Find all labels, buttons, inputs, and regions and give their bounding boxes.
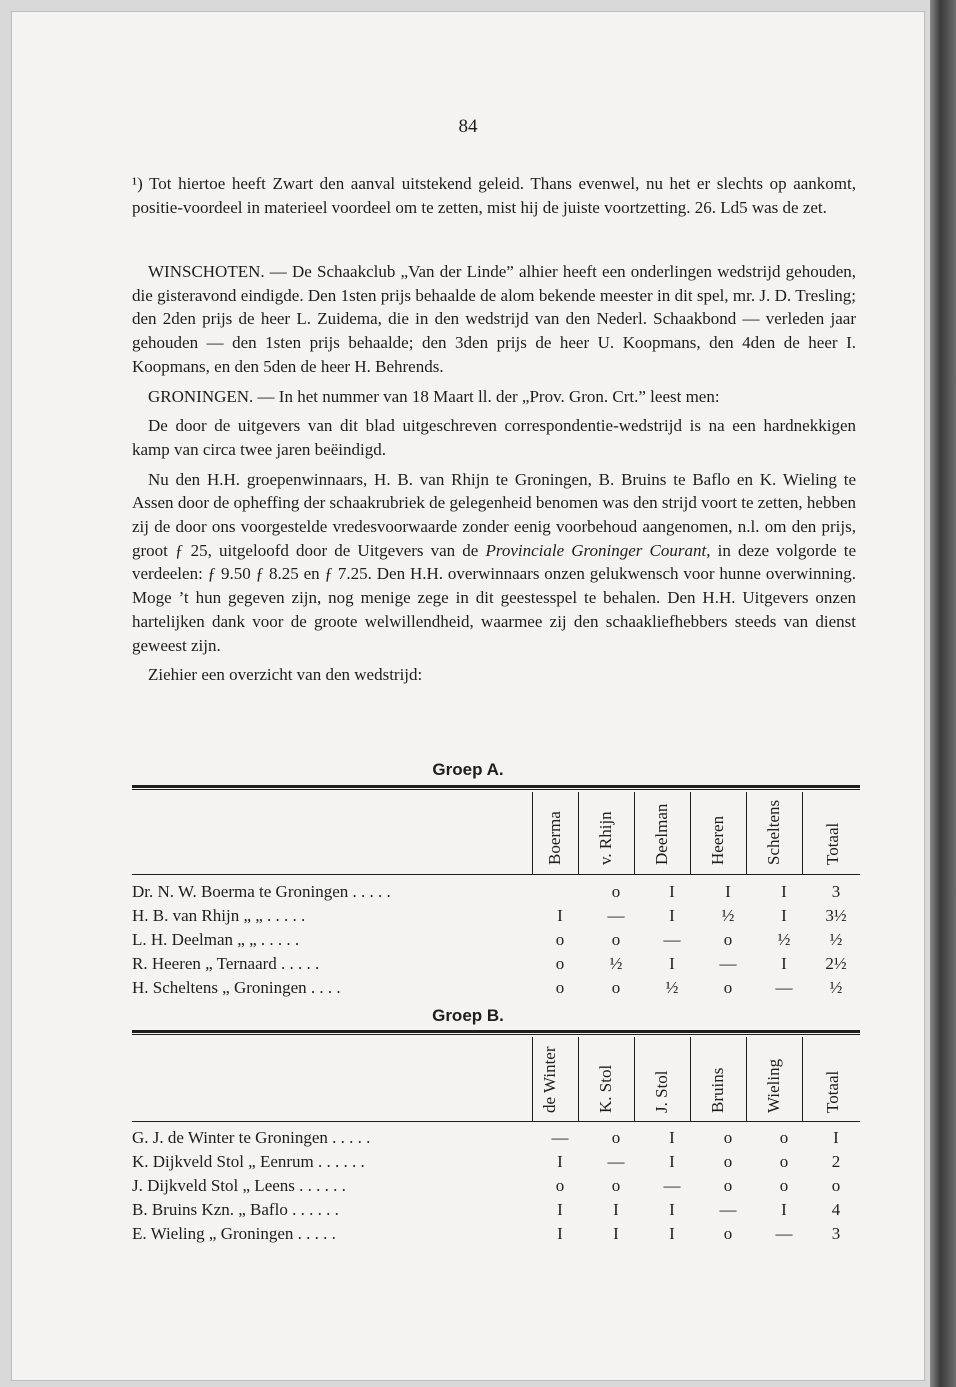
score-cell: — [551, 1128, 569, 1147]
score-cell: o [611, 1176, 621, 1195]
group-a-divider [746, 792, 747, 874]
column-header-deelman: Deelman [652, 803, 671, 865]
table-row [132, 976, 860, 1000]
score-cell: I [669, 1128, 675, 1147]
table-row [132, 904, 860, 928]
footnote [132, 172, 856, 219]
score-cell: — [775, 1224, 793, 1243]
score-cell: — [663, 1176, 681, 1195]
score-cell: o [779, 1152, 789, 1171]
score-cell: o [723, 930, 733, 949]
score-cell: o [611, 1128, 621, 1147]
group-a-top-rule [132, 785, 860, 788]
group-b-divider [532, 1037, 533, 1121]
player-name: K. Dijkveld Stol „ Eenrum . . . . . . [132, 1152, 365, 1171]
table-row [132, 1198, 860, 1222]
paragraph-overview-intro: Ziehier een overzicht van den wedstrijd: [148, 665, 423, 685]
score-cell: I [669, 882, 675, 901]
total-cell: 2½ [825, 954, 847, 973]
score-cell: — [775, 978, 793, 997]
score-cell: — [663, 930, 681, 949]
group-a-title: Groep A. [432, 760, 504, 779]
score-cell: I [557, 1224, 563, 1243]
total-cell: I [833, 1128, 839, 1147]
score-cell: — [719, 1200, 737, 1219]
total-cell: 3½ [825, 906, 847, 925]
score-cell: o [555, 954, 565, 973]
score-cell [532, 880, 588, 904]
score-cell: o [611, 978, 621, 997]
score-cell: o [723, 1176, 733, 1195]
group-b-header-rule [132, 1121, 860, 1122]
column-header-wieling: Wieling [764, 1058, 783, 1113]
group-b-divider [578, 1037, 579, 1121]
player-name: H. B. van Rhijn „ „ . . . . . [132, 906, 306, 925]
group-a-divider [802, 792, 803, 874]
article-body [132, 260, 856, 687]
score-cell: o [723, 1128, 733, 1147]
score-cell: I [781, 882, 787, 901]
player-name: B. Bruins Kzn. „ Baflo . . . . . . [132, 1200, 339, 1219]
column-header-totaal: Totaal [823, 822, 842, 865]
score-cell: o [611, 882, 621, 901]
book-spine [930, 0, 956, 1387]
paragraph-groningen: GRONINGEN. — In het nummer van 18 Maart ll. der „Prov. Gron. Crt.” leest men: [148, 386, 720, 406]
score-cell: ½ [665, 978, 679, 997]
group-a-divider [532, 792, 533, 874]
column-header-de-winter: de Winter [540, 1046, 559, 1113]
score-cell: I [613, 1200, 619, 1219]
score-cell: — [607, 906, 625, 925]
score-cell: ½ [777, 930, 791, 949]
total-cell: 2 [831, 1152, 841, 1171]
score-cell: o [611, 930, 621, 949]
player-name: J. Dijkveld Stol „ Leens . . . . . . [132, 1176, 346, 1195]
group-b-divider [746, 1037, 747, 1121]
group-a-divider [578, 792, 579, 874]
score-cell: I [669, 954, 675, 973]
page-number: 84 [458, 116, 478, 137]
score-cell: — [719, 954, 737, 973]
table-row [132, 1222, 860, 1246]
score-cell: I [725, 882, 731, 901]
table-row [132, 1150, 860, 1174]
score-cell: I [669, 1200, 675, 1219]
player-name: L. H. Deelman „ „ . . . . . [132, 930, 300, 949]
table-row [132, 952, 860, 976]
column-header-totaal: Totaal [823, 1070, 842, 1113]
total-cell: o [831, 1176, 841, 1195]
group-b-top-rule [132, 1030, 860, 1033]
player-name: G. J. de Winter te Groningen . . . . . [132, 1128, 371, 1147]
score-cell: ½ [721, 906, 735, 925]
player-name: R. Heeren „ Ternaard . . . . . [132, 954, 320, 973]
table-row [132, 1126, 860, 1150]
score-cell: I [781, 954, 787, 973]
score-cell: o [555, 930, 565, 949]
paragraph-winschoten: WINSCHOTEN. — De Schaakclub „Van der Linde” alhier heeft een onderlingen wedstrijd gehouden, die gisteravond eindigde. Den 1sten prijs behaalde de alom bekende meester in dit spel, mr. J. D. Tresling; den 2den prijs de heer L. Zuidema, die in den wedstrijd van den Nederl. Schaakbond — verleden jaar gehouden — den 1sten prijs behaalde; den 3den prijs de heer U. Koopmans, den 4den de heer I. Koopmans, en den 5den de heer H. Behrends. [132, 262, 856, 376]
score-cell: o [555, 978, 565, 997]
player-name: Dr. N. W. Boerma te Groningen . . . . . [132, 882, 391, 901]
footnote-paragraph [132, 172, 856, 219]
table-row [132, 880, 860, 904]
score-cell: — [607, 1152, 625, 1171]
score-cell: I [669, 1152, 675, 1171]
score-cell: o [779, 1176, 789, 1195]
score-cell: o [723, 978, 733, 997]
group-b-divider [690, 1037, 691, 1121]
total-cell: ½ [829, 978, 843, 997]
group-b-table [132, 1126, 860, 1246]
column-header-scheltens: Scheltens [764, 799, 783, 865]
group-b-title: Groep B. [432, 1006, 504, 1025]
group-a-header-rule [132, 874, 860, 875]
total-cell: ½ [829, 930, 843, 949]
paragraph-correspondence: De door de uitgevers van dit blad uitgeschreven correspondentie-wedstrijd is na een hardnekkigen kamp van circa twee jaren beëindigd. [132, 416, 856, 459]
group-a-divider [690, 792, 691, 874]
group-a-divider [634, 792, 635, 874]
total-cell: 4 [831, 1200, 841, 1219]
player-name: E. Wieling „ Groningen . . . . . [132, 1224, 336, 1243]
score-cell: I [557, 1152, 563, 1171]
book-page [12, 12, 924, 1380]
column-header-heeren: Heeren [708, 815, 727, 865]
table-row [132, 928, 860, 952]
table-row [132, 1174, 860, 1198]
score-cell: I [669, 1224, 675, 1243]
paragraph-winners [132, 468, 856, 658]
score-cell: o [723, 1152, 733, 1171]
footnote-marker: ¹) [132, 174, 143, 193]
group-a-table [132, 880, 860, 1000]
winners-text-start: Nu den H.H. groepenwinnaars, H. B. van Rhijn te Groningen, B. Bruins te Baflo en K. Wieling te Assen door de opheffing der schaakrubriek de gelegenheid benomen was den strijd voort te zetten, hebben zij de door ons voorgestelde vredesvoorwaarde zonder eenig voorbehoud aangenomen, n.l. om den prijs, groot ƒ 25, uitgeloofd door de Uitgevers van de [132, 469, 856, 560]
score-cell: I [557, 906, 563, 925]
column-header-van-rhijn: v. Rhijn [596, 811, 615, 865]
score-cell: o [723, 1224, 733, 1243]
group-b-top-rule-thin [132, 1034, 860, 1035]
score-cell: I [781, 906, 787, 925]
group-a-top-rule-thin [132, 789, 860, 790]
total-cell: 3 [831, 1224, 841, 1243]
score-cell: I [557, 1200, 563, 1219]
total-cell: 3 [831, 882, 841, 901]
score-cell: I [669, 906, 675, 925]
score-cell: I [613, 1224, 619, 1243]
score-cell: I [781, 1200, 787, 1219]
column-header-boerma: Boerma [545, 811, 564, 865]
player-name: H. Scheltens „ Groningen . . . . [132, 978, 341, 997]
group-b-divider [634, 1037, 635, 1121]
footnote-text: Tot hiertoe heeft Zwart den aanval uitstekend geleid. Thans evenwel, nu het er slechts op aankomt, positie-voordeel in materieel voordeel om te zetten, mist hij de juiste voortzetting. 26. Ld5 was de zet. [132, 174, 856, 217]
newspaper-title: Provinciale Groninger Courant [485, 540, 707, 560]
score-cell: o [779, 1128, 789, 1147]
column-header-bruins: Bruins [708, 1067, 727, 1113]
score-cell: ½ [609, 954, 623, 973]
score-cell: o [555, 1176, 565, 1195]
winners-text-end: , in deze volgorde te verdeelen: ƒ 9.50 ƒ 8.25 en ƒ 7.25. Den H.H. overwinnaars onzen gelukwensch voor hunne overwinning. Moge ’t hun gegeven zijn, nog menige zege in dit geestesspel te behalen. Den H.H. Uitgevers onzen hartelijken dank voor de groote welwillendheid, waarmee zij den schaakliefhebbers steeds van dienst geweest zijn. [132, 540, 857, 655]
column-header-j-stol: J. Stol [652, 1070, 671, 1113]
column-header-k-stol: K. Stol [596, 1064, 615, 1113]
group-b-divider [802, 1037, 803, 1121]
